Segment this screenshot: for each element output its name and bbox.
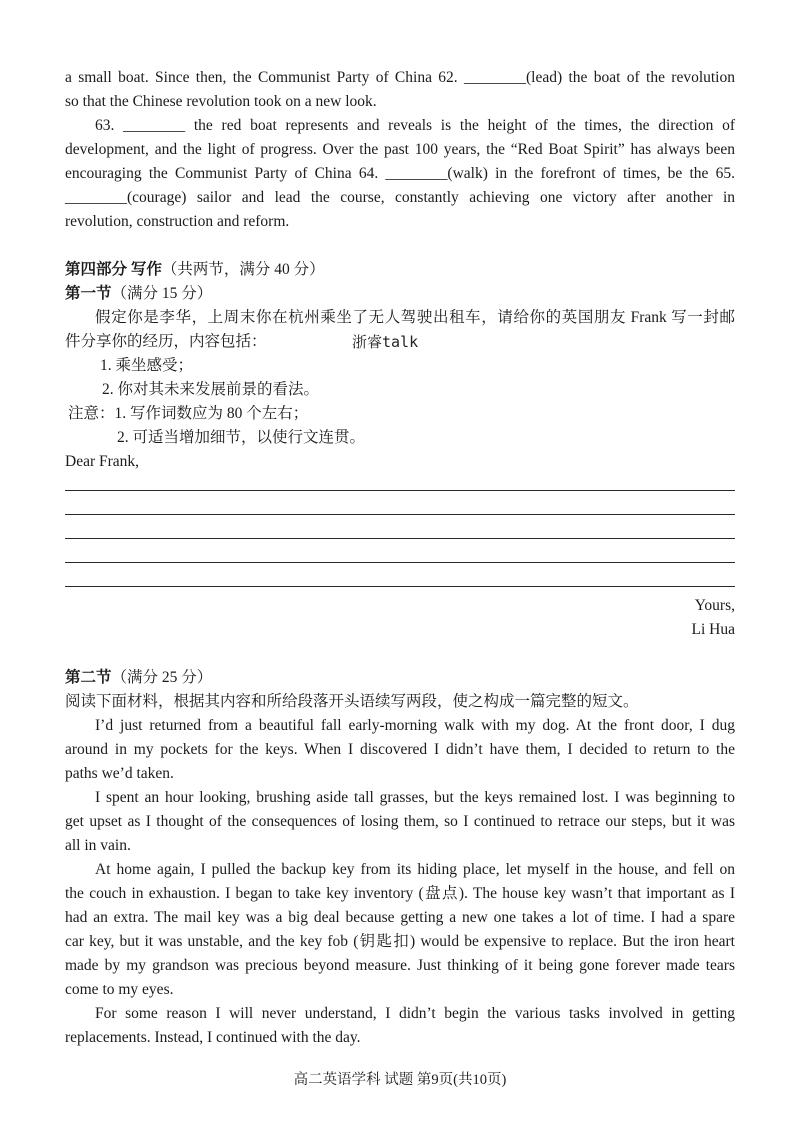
prompt-text: 件分享你的经历，内容包括： — [65, 333, 267, 350]
prompt-text: 假定你是李华，上周末你在杭州乘坐了无人驾驶出租车，请给你的英国朋友 Frank 写一封邮 — [95, 309, 735, 326]
text-line-content: had an extra. The mail key was a big deal because getting a new one takes a lot of time. I had a spare — [65, 909, 735, 926]
instruction-text: 阅读下面材料，根据其内容和所给段落开头语续写两段，使之构成一篇完整的短文。 — [65, 693, 639, 710]
text-line-content: a small boat. Since then, the Communist Party of China 62. ________(lead) the boat of the revolution — [65, 69, 735, 86]
answer-line — [65, 474, 735, 491]
text-line — [65, 114, 735, 138]
text-line-content: the couch in exhaustion. I began to take key inventory (盘点). The house key wasn’t that important as I — [65, 885, 735, 902]
exam-page — [65, 66, 735, 1050]
text-line — [65, 738, 735, 762]
answer-line — [65, 498, 735, 515]
text-line — [65, 978, 735, 1002]
text-line-content: paths we’d taken. — [65, 765, 174, 782]
prompt-line — [65, 330, 735, 354]
writing-note-text: 2. 可适当增加细节，以使行文连贯。 — [117, 429, 366, 446]
spacer — [65, 234, 735, 258]
passage-paragraph-continued — [65, 66, 735, 114]
content-point — [65, 354, 735, 378]
text-line — [65, 210, 735, 234]
story-paragraph — [65, 858, 735, 1002]
spacer — [65, 642, 735, 666]
text-line-content: 63. ________ the red boat represents and reveals is the height of the times, the direction of — [95, 117, 735, 134]
text-line — [65, 810, 735, 834]
text-line — [65, 906, 735, 930]
letter-signature — [65, 618, 735, 642]
text-line — [65, 186, 735, 210]
text-line — [65, 1002, 735, 1026]
text-line-content: get upset as I thought of the consequences of losing them, so I continued to retrace our steps, but it was — [65, 813, 735, 830]
signature-text: Li Hua — [691, 621, 735, 638]
text-line-content: come to my eyes. — [65, 981, 174, 998]
text-line — [65, 786, 735, 810]
section-title: 第二节 — [65, 669, 112, 686]
text-line — [65, 162, 735, 186]
part-title: 第四部分 写作 — [65, 261, 162, 278]
answer-lines — [65, 474, 735, 587]
text-line — [65, 714, 735, 738]
part-four-heading — [65, 258, 735, 282]
salutation-text: Dear Frank, — [65, 453, 140, 470]
part-score-note: （共两节，满分 40 分） — [161, 261, 325, 278]
answer-line — [65, 522, 735, 539]
text-line-content: encouraging the Communist Party of China 64. ________(walk) in the forefront of times, be the 65. — [65, 165, 735, 182]
content-point-text: 1. 乘坐感受； — [100, 357, 194, 374]
text-line — [65, 1026, 735, 1050]
section-score-note: （满分 25 分） — [111, 669, 213, 686]
text-line — [65, 882, 735, 906]
text-line — [65, 90, 735, 114]
text-line-content: ________(courage) sailor and lead the course, constantly achieving one victory after another in — [65, 189, 735, 206]
text-line-content: I spent an hour looking, brushing aside tall grasses, but the keys remained lost. I was beginning to — [95, 789, 735, 806]
story-paragraph — [65, 714, 735, 786]
text-line — [65, 138, 735, 162]
passage-paragraph — [65, 114, 735, 234]
prompt-line — [65, 306, 735, 330]
text-line — [65, 954, 735, 978]
answer-line — [65, 570, 735, 587]
text-line-content: revolution, construction and reform. — [65, 213, 290, 230]
text-line-content: made by my grandson was precious beyond measure. Just thinking of it being gone forever made tears — [65, 957, 735, 974]
text-line — [65, 66, 735, 90]
text-line-content: so that the Chinese revolution took on a new look. — [65, 93, 377, 110]
content-point — [65, 378, 735, 402]
letter-salutation — [65, 450, 735, 474]
text-line-content: I’d just returned from a beautiful fall early-morning walk with my dog. At the front door, I dug — [95, 717, 735, 734]
text-line-content: For some reason I will never understand, I didn’t begin the various tasks involved in getting — [95, 1005, 735, 1022]
text-line-content: At home again, I pulled the backup key from its hiding place, let myself in the house, and fell on — [95, 861, 735, 878]
closing-text: Yours, — [694, 597, 735, 614]
continuation-instruction — [65, 690, 735, 714]
text-line-content: replacements. Instead, I continued with the day. — [65, 1029, 361, 1046]
story-paragraph — [65, 1002, 735, 1050]
content-point-text: 2. 你对其未来发展前景的看法。 — [102, 381, 320, 398]
text-line-content: around in my pockets for the keys. When I discovered I didn’t have them, I decided to return to the — [65, 741, 735, 758]
writing-note — [65, 426, 735, 450]
text-line-content: all in vain. — [65, 837, 131, 854]
section-one-heading — [65, 282, 735, 306]
page-footer: 高二英语学科 试题 第9页(共10页) — [293, 1072, 507, 1088]
writing-note — [65, 402, 735, 426]
section-score-note: （满分 15 分） — [111, 285, 213, 302]
text-line — [65, 930, 735, 954]
text-line — [65, 762, 735, 786]
writing-note-text: 注意：1. 写作词数应为 80 个左右； — [68, 405, 309, 422]
letter-closing — [65, 594, 735, 618]
answer-line — [65, 546, 735, 563]
story-paragraph — [65, 786, 735, 858]
text-line-content: development, and the light of progress. Over the past 100 years, the “Red Boat Spirit” has always been — [65, 141, 735, 158]
text-line — [65, 858, 735, 882]
watermark-text: 浙睿talk — [352, 333, 419, 351]
text-line — [65, 834, 735, 858]
section-two-heading — [65, 666, 735, 690]
section-title: 第一节 — [65, 285, 112, 302]
text-line-content: car key, but it was unstable, and the key fob (钥匙扣) would be expensive to replace. But the iron heart — [65, 933, 735, 950]
